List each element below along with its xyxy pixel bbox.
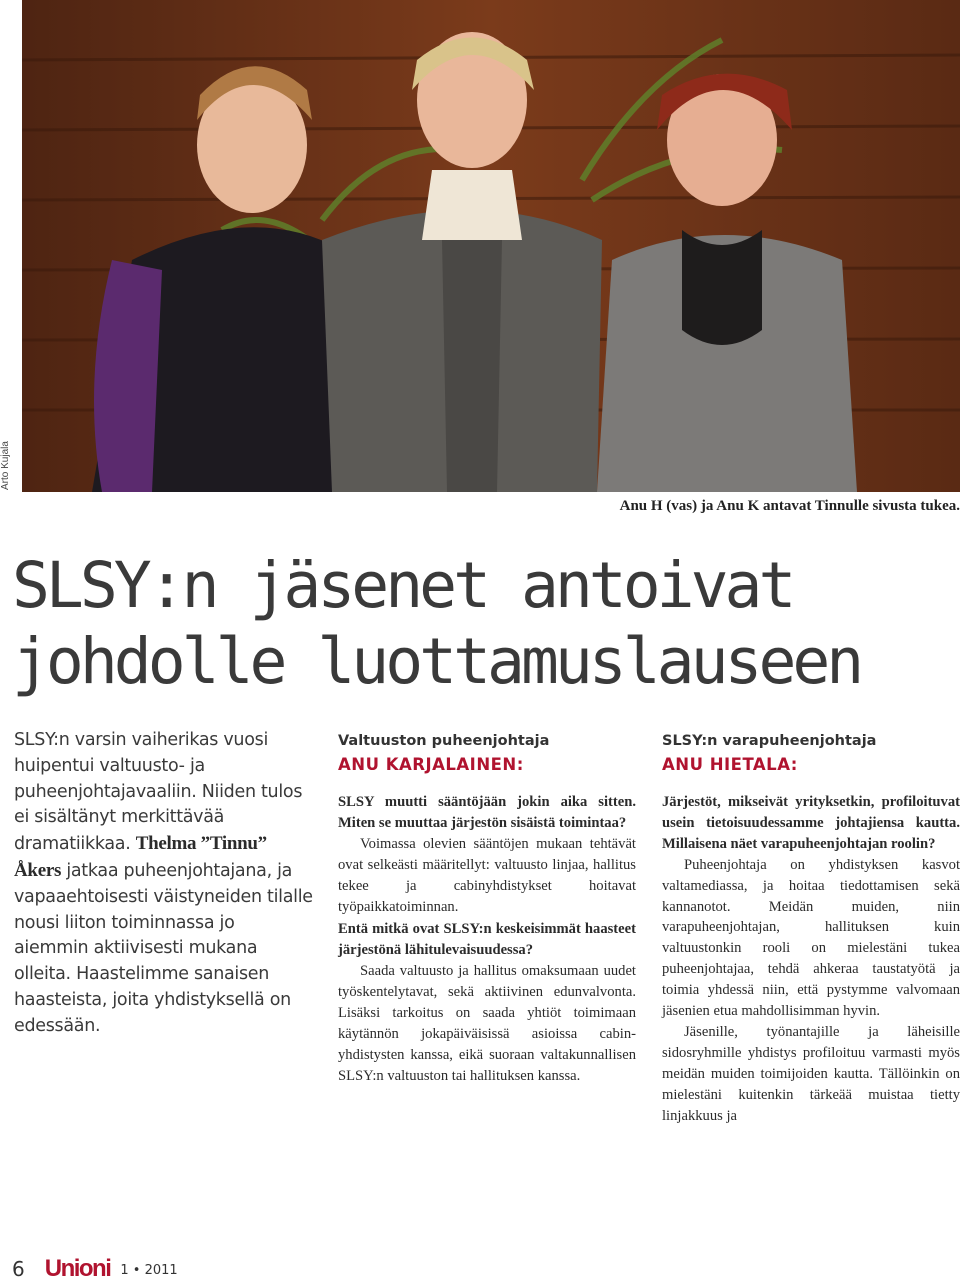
interview-column-hietala xyxy=(662,730,960,1127)
photo-caption: Anu H (vas) ja Anu K antavat Tinnulle sivusta tukea. xyxy=(619,498,960,514)
intro-text-start: SLSY:n varsin vaiherikas vuosi huipentui valtuusto- ja puheenjohtajavaaliin. Niiden tulos ei sisältänyt merkittävää dramatiikkaa. xyxy=(14,730,303,855)
column1-question-2: Entä mitkä ovat SLSY:n keskeisimmät haasteet järjestönä lähitulevaisuudessa? xyxy=(338,921,636,959)
intro-text-end: jatkaa puheenjohtajana, ja vapaaehtoisesti väistyneiden tilalle nousi liiton toiminnassa jo aiemmin aktiivisesti mukana olleita. Haastelimme sanaisen haasteista, joita yhdistyksellä on edessään. xyxy=(14,860,313,1036)
headline-line-1: SLSY:n jäsenet antoivat xyxy=(12,549,793,622)
headline xyxy=(12,548,942,700)
photo-illustration xyxy=(22,0,960,492)
cover-photo xyxy=(22,0,960,492)
column2-question-1: Järjestöt, mikseivät yrityksetkin, profiloituvat usein tietoisuudessamme johtajiensa kautta. Millaisena näet varapuheenjohtajan roolin? xyxy=(662,794,960,852)
page-number: 6 xyxy=(12,1257,25,1280)
column1-role: Valtuuston puheenjohtaja xyxy=(338,733,550,749)
intro-paragraph xyxy=(14,728,314,1040)
page-footer xyxy=(12,1256,178,1280)
column2-name: ANU HIETALA: xyxy=(662,755,798,774)
photo-credit: Arto Kujala xyxy=(0,441,11,490)
headline-line-2: johdolle luottamuslauseen xyxy=(12,625,861,698)
column2-answer-1: Puheenjohtaja on yhdistyksen kasvot valtamediassa, ja hoitaa tiedottamisen sekä kannanotot. Meidän muiden, niin varapuheenjohtajan, hallituksen kuin valtuustonkin rooli on mielestäni tukea puheenjohtajaa, tehdä ahkeraa taustatyötä ja toimia yhdessä niin, että pystymme valvomaan jäsenien etua mahdollisimman hyvin. xyxy=(662,856,960,1020)
column2-role: SLSY:n varapuheenjohtaja xyxy=(662,733,877,749)
interview-column-karjalainen xyxy=(338,730,636,1087)
column1-question-1: SLSY muutti sääntöjään jokin aika sitten. Miten se muuttaa järjestön sisäistä toimintaa? xyxy=(338,794,636,831)
column1-answer-1: Voimassa olevien sääntöjen mukaan tehtävät ovat selkeästi määritellyt: valtuusto linjaa, hallitus tekee ja cabinyhdistykset hoitavat työpaikkatoiminnan. xyxy=(338,835,636,915)
magazine-logo: Unioni xyxy=(44,1255,111,1280)
column1-answer-2: Saada valtuusto ja hallitus omaksumaan uudet työskentelytavat, sekä aktiivinen edunvalvonta. Lisäksi tarkoitus on saada yhtiöt toimimaan käytännön jokapäiväisissä asioissa cabin-yhdistysten kanssa, eikä suoraan valtakunnallisen SLSY:n valtuuston tai hallituksen kanssa. xyxy=(338,963,636,1084)
column1-name: ANU KARJALAINEN: xyxy=(338,755,524,774)
intro-person-name: Thelma ”Tinnu” Åkers xyxy=(14,833,267,881)
column2-answer-2: Jäsenille, työnantajille ja läheisille sidosryhmille yhdistys profiloituu varmasti myös meidän muiden toimijoiden kautta. Tällöinkin on mielestäni kuitenkin tärkeää muistaa tietty linjakkuus ja xyxy=(662,1023,960,1124)
issue-number: 1 • 2011 xyxy=(120,1263,178,1278)
